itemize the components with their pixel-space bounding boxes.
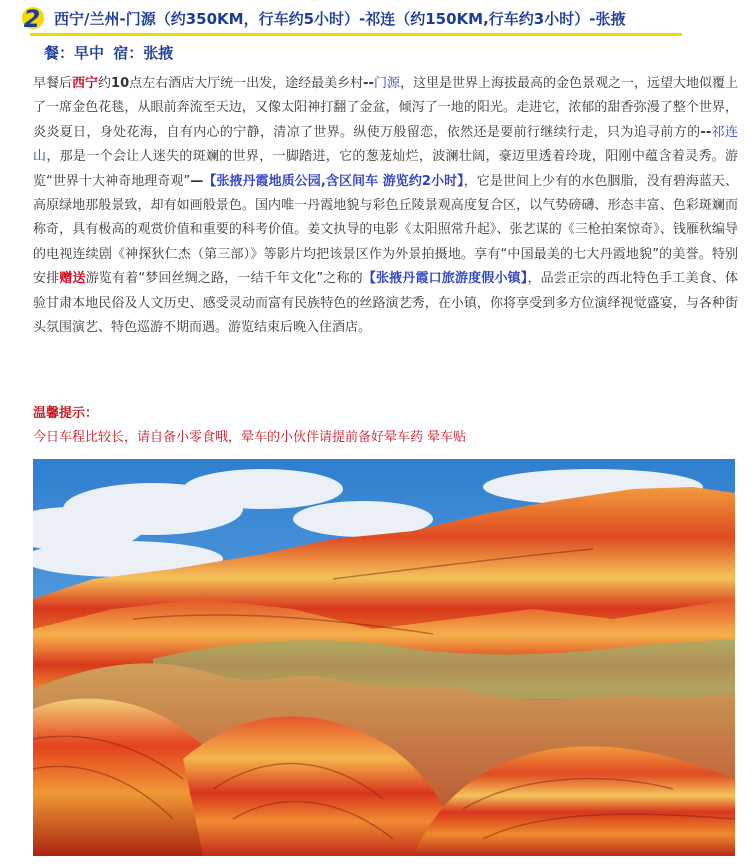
time-highlight: 10 [111, 76, 130, 91]
danxia-landscape-photo [33, 459, 735, 856]
gift-highlight: 赠送 [59, 271, 86, 287]
itinerary-paragraph [33, 72, 738, 340]
place-menyuan: 门源 [373, 76, 400, 91]
text-segment: ，那是一个会让人迷失的斑斓的世界，一脚踏进，它的葱茏灿烂，波澜壮阔，豪迈里透着玲珑，阳刚中蕴含着灵秀。游览“世界十大神奇地理奇观” [33, 149, 738, 189]
title-underline [30, 33, 682, 36]
dash: -- [363, 76, 374, 91]
tips-text: 今日车程比较长，请自备小零食哦，晕车的小伙伴请提前备好晕车药 晕车贴 [33, 430, 467, 445]
meal-stay-line [44, 42, 177, 63]
meal-label: 餐：早中 [44, 44, 105, 62]
text-segment: 约 [98, 76, 112, 91]
place-qilian: 祁连山 [33, 124, 738, 165]
text-segment: ，品尝正宗的西北特色手工美食、体验甘肃本地民俗及人文历史、感受灵动而富有民族特色的丝路演艺秀，在小镇，你将享受到多方位演绎视觉盛宴，与各种街头氛围演艺、特色巡游不期而遇。游览结束后晚入住酒店。 [33, 271, 738, 336]
text-segment: ，它是世间上少有的水色胭脂，没有碧海蓝天、高原绿地那般景致，却有如画般景色。国内唯一丹霞地貌与彩色丘陵景观高度复合区，以气势磅礴、形态丰富、色彩斑斓而称奇，具有极高的观赏价值和重要的科考价值。姜文执导的电影《太阳照常升起》、张艺谋的《三枪拍案惊奇》、钱雁秋编导的电视连续剧《神探狄仁杰（第三部）》等影片均把该景区作为外景拍摄地。享有“中国最美的七大丹霞地貌”的美誉。特别安排 [33, 173, 738, 287]
text-segment: 点左右酒店大厅统一出发，途经最美乡村 [129, 76, 364, 91]
text-segment: 早餐后 [33, 76, 73, 91]
route-title: 西宁/兰州-门源（约350KM，行车约5小时）-祁连（约150KM,行车约3小时）-张掖 [54, 10, 626, 28]
landscape-illustration [33, 459, 735, 856]
attraction-town: 【张掖丹霞口旅游度假小镇】 [362, 271, 528, 287]
tips-title: 温馨提示： [33, 406, 99, 421]
day-number: 2 [23, 5, 41, 33]
day-number-badge [17, 4, 47, 34]
text-segment: ，这里是世界上海拔最高的金色景观之一，远望大地似覆上了一席金色花毯，从眼前奔流至天边，又像太阳神打翻了金盆，倾泻了一地的阳光。走进它，浓郁的甜香弥漫了整个世界，炎炎夏日，身处花海，自有内心的宁静，清凉了世界。纵使万般留恋，依然还是要前行继续行走，只为追寻前方的 [33, 76, 738, 140]
itinerary-text [33, 72, 738, 340]
stay-label: 宿：张掖 [113, 44, 174, 62]
attraction-danxia: 【张掖丹霞地质公园, [203, 173, 326, 189]
day-header [0, 0, 752, 40]
dash: -- [700, 124, 712, 140]
dash: — [190, 173, 204, 189]
city-highlight: 西宁 [72, 76, 99, 91]
text-segment: 游览有着“梦回丝绸之路，一结千年文化”之称的 [85, 271, 363, 287]
attraction-danxia-detail: 含区间车 游览约2小时】 [325, 173, 464, 189]
